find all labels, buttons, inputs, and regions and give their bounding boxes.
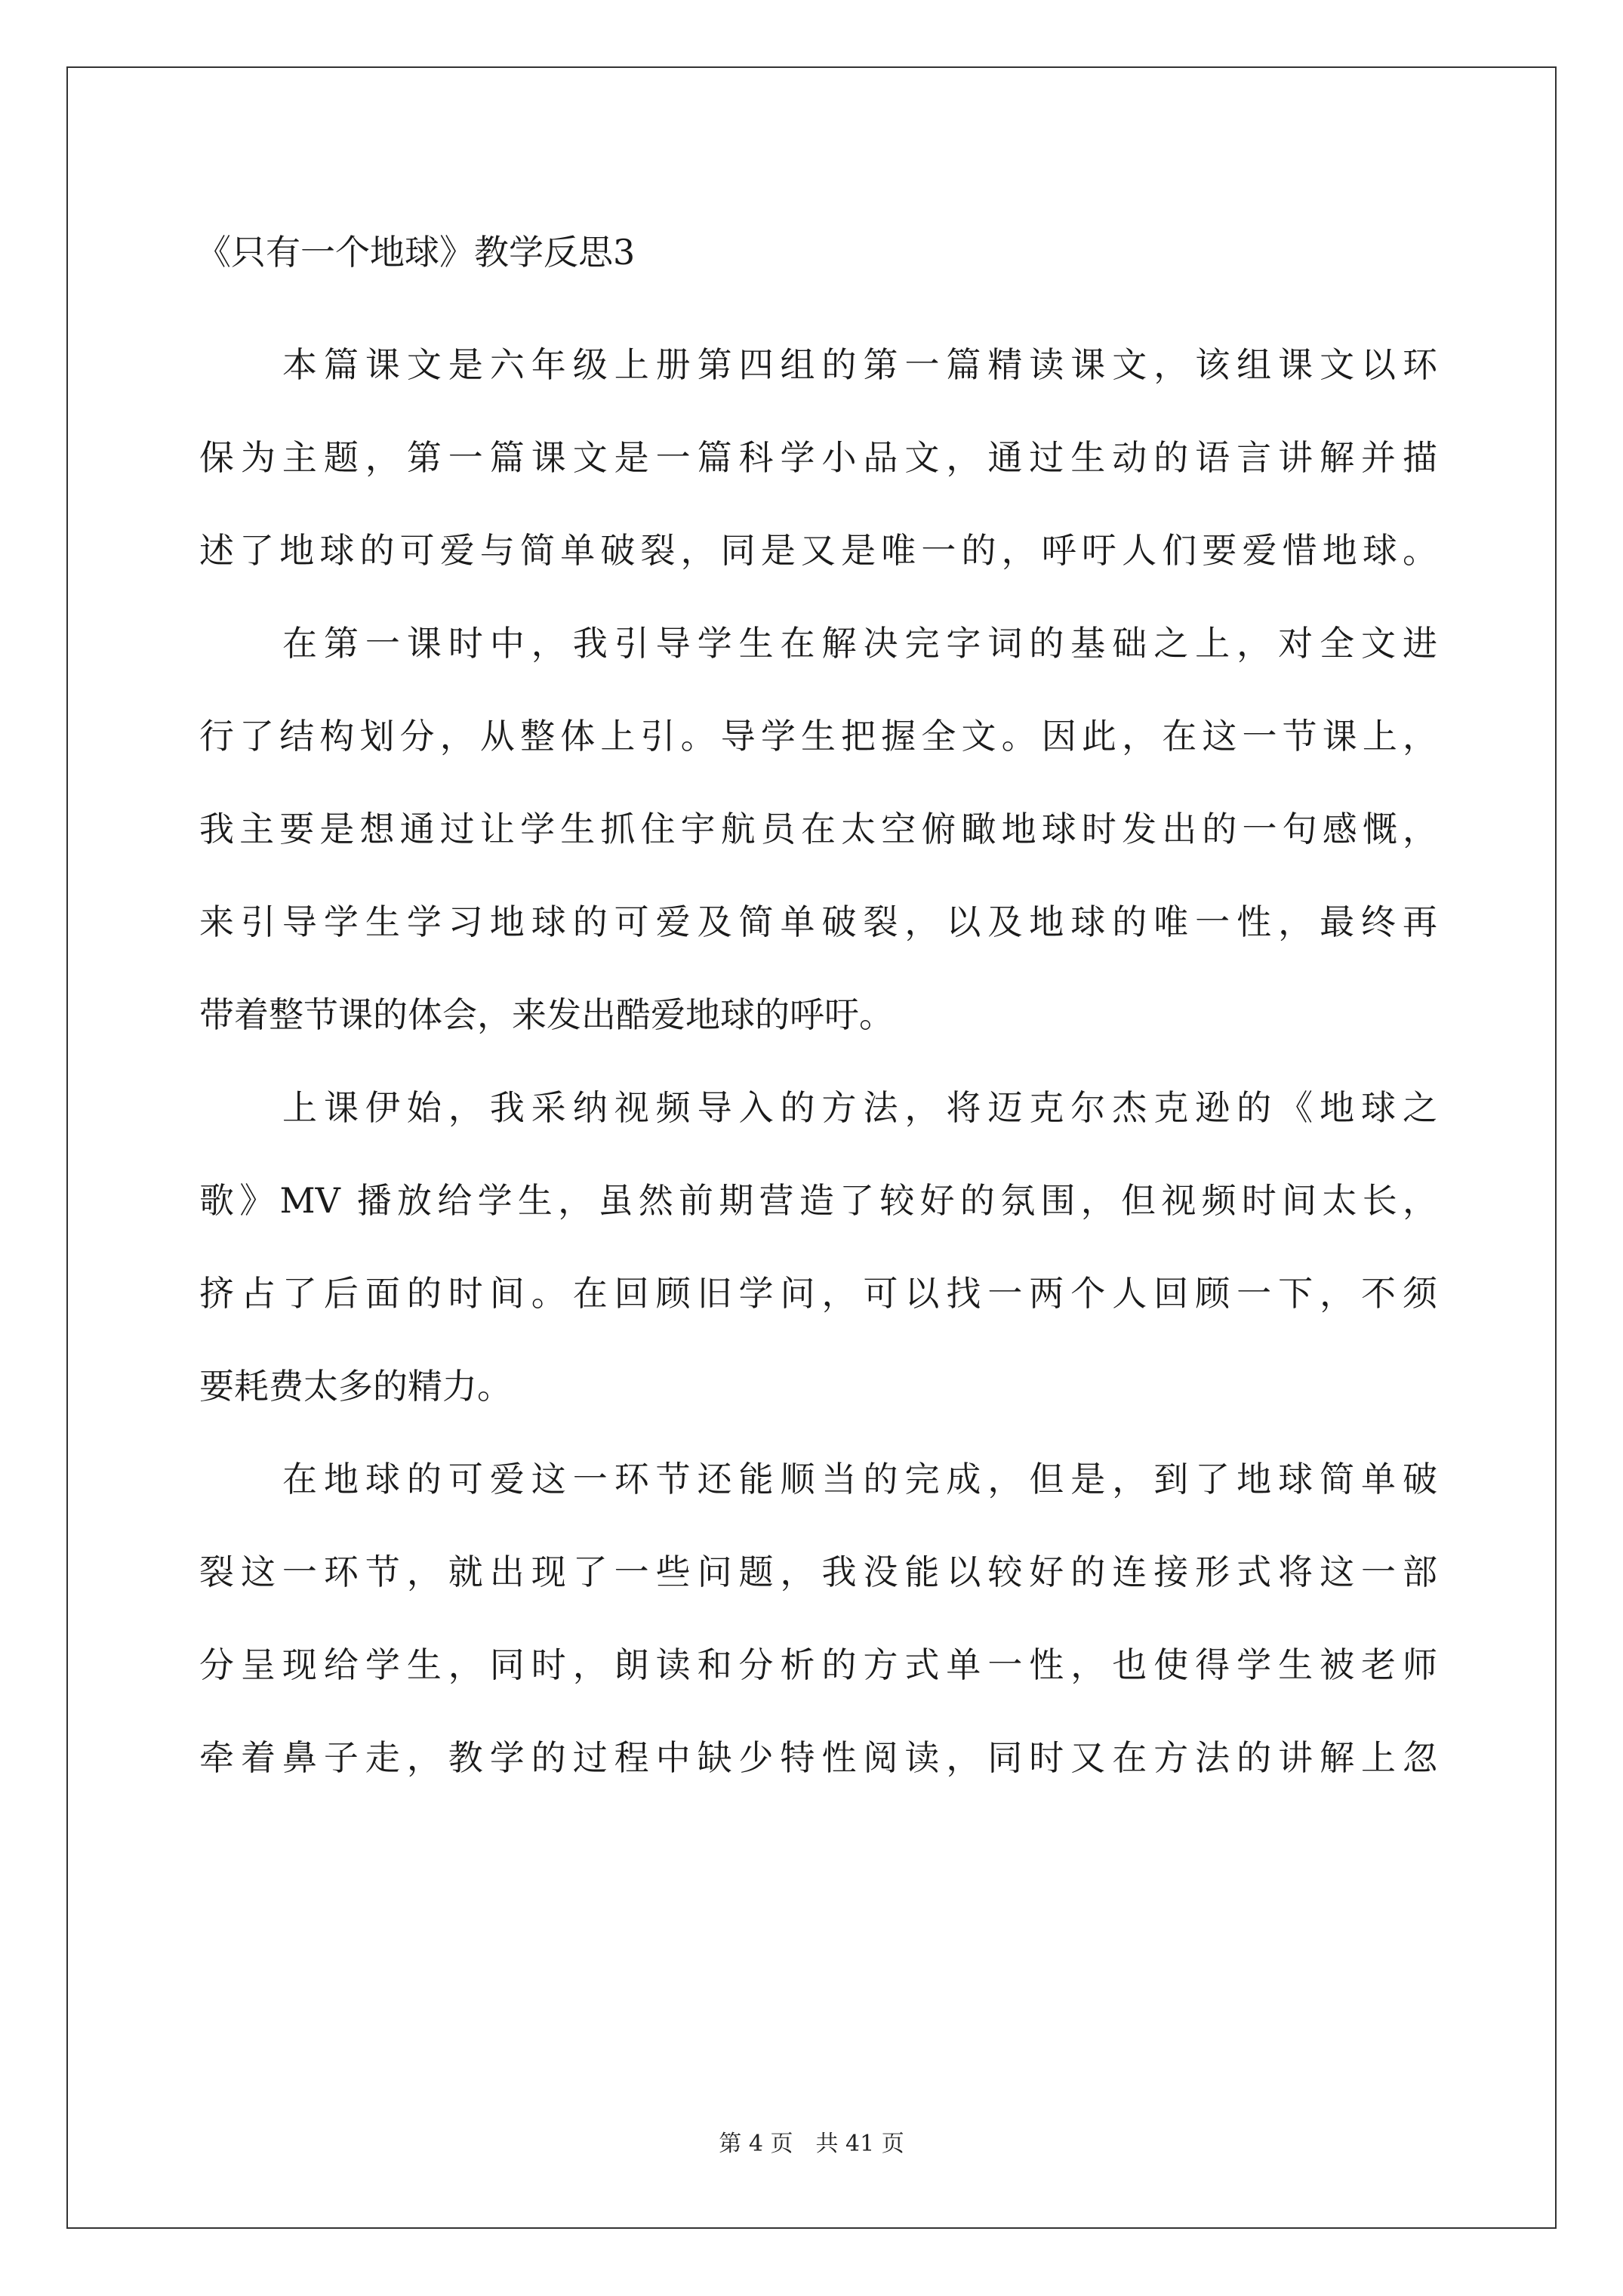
text-line-4: 在第一课时中，我引导学生在解决完字词的基础之上，对全文进 xyxy=(282,623,1437,664)
document-title: 《只有一个地球》教学反思3 xyxy=(196,232,636,273)
text-line-15: 分呈现给学生，同时，朗读和分析的方式单一性，也使得学生被老师 xyxy=(199,1644,1437,1685)
text-line-3: 述了地球的可爱与简单破裂，同是又是唯一的，呼吁人们要爱惜地球。 xyxy=(199,530,1437,571)
text-line-16: 牵着鼻子走，教学的过程中缺少特性阅读，同时又在方法的讲解上忽 xyxy=(199,1737,1437,1778)
text-line-9: 上课伊始，我采纳视频导入的方法，将迈克尔杰克逊的《地球之 xyxy=(282,1087,1437,1128)
text-line-10: 歌》MV 播放给学生，虽然前期营造了较好的氛围，但视频时间太长， xyxy=(199,1180,1437,1221)
text-line-6: 我主要是想通过让学生抓住宇航员在太空俯瞰地球时发出的一句感慨， xyxy=(199,809,1437,849)
text-line-2: 保为主题，第一篇课文是一篇科学小品文，通过生动的语言讲解并描 xyxy=(199,437,1437,478)
text-line-13: 在地球的可爱这一环节还能顺当的完成，但是，到了地球简单破 xyxy=(282,1459,1437,1499)
text-line-8: 带着整节课的体会，来发出酷爱地球的呼吁。 xyxy=(199,994,894,1035)
text-line-14: 裂这一环节，就出现了一些问题，我没能以较好的连接形式将这一部 xyxy=(199,1552,1437,1592)
text-line-12: 要耗费太多的精力。 xyxy=(199,1366,512,1407)
text-line-7: 来引导学生学习地球的可爱及简单破裂，以及地球的唯一性，最终再 xyxy=(199,901,1437,942)
page-footer: 第 4 页 共 41 页 xyxy=(719,2131,904,2157)
text-line-5: 行了结构划分，从整体上引。导学生把握全文。因此，在这一节课上， xyxy=(199,716,1437,757)
text-line-1: 本篇课文是六年级上册第四组的第一篇精读课文，该组课文以环 xyxy=(282,344,1437,385)
text-line-11: 挤占了后面的时间。在回顾旧学问，可以找一两个人回顾一下，不须 xyxy=(199,1273,1437,1314)
